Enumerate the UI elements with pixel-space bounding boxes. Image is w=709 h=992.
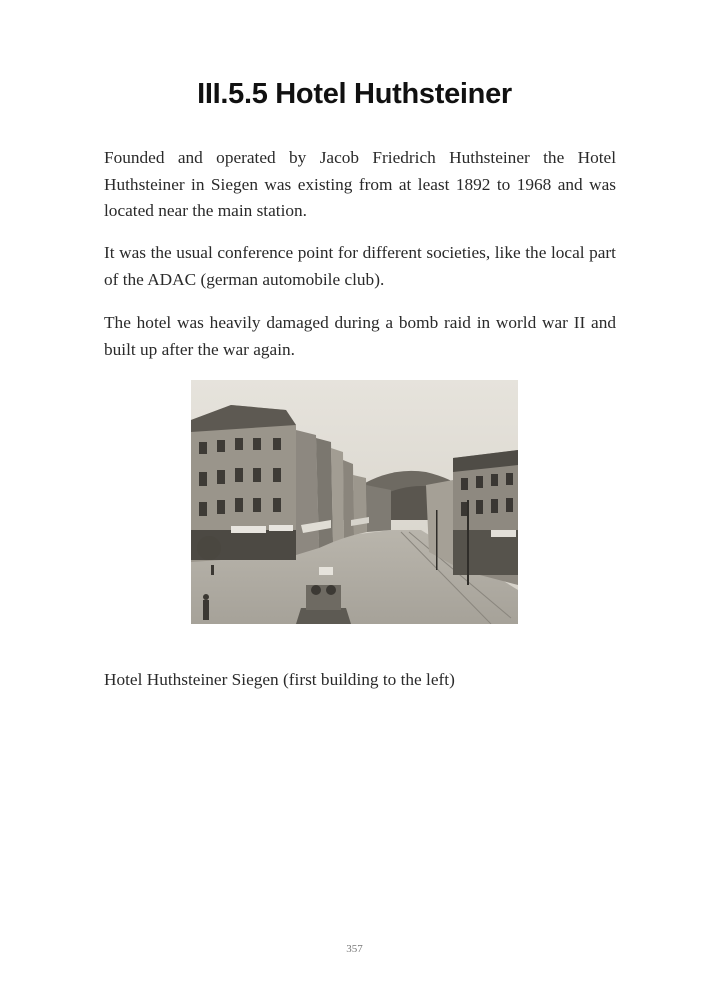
page-number: 357 <box>346 943 363 955</box>
photo-caption: Hotel Huthsteiner Siegen (first building to the left) <box>104 670 455 689</box>
paragraph-founding: Founded and operated by Jacob Friedrich Huthsteiner the Hotel Huthsteiner in Siegen was existing from at least 1892 to 1968 and was located near the main station. <box>104 148 616 220</box>
page-title: III.5.5 Hotel Huthsteiner <box>197 78 512 110</box>
paragraph-war-damage: The hotel was heavily damaged during a bomb raid in world war II and built up after the war again. <box>104 313 616 359</box>
historic-street-photo <box>191 380 518 624</box>
paragraph-conference: It was the usual conference point for different societies, like the local part of the ADAC (german automobile club). <box>104 243 616 289</box>
